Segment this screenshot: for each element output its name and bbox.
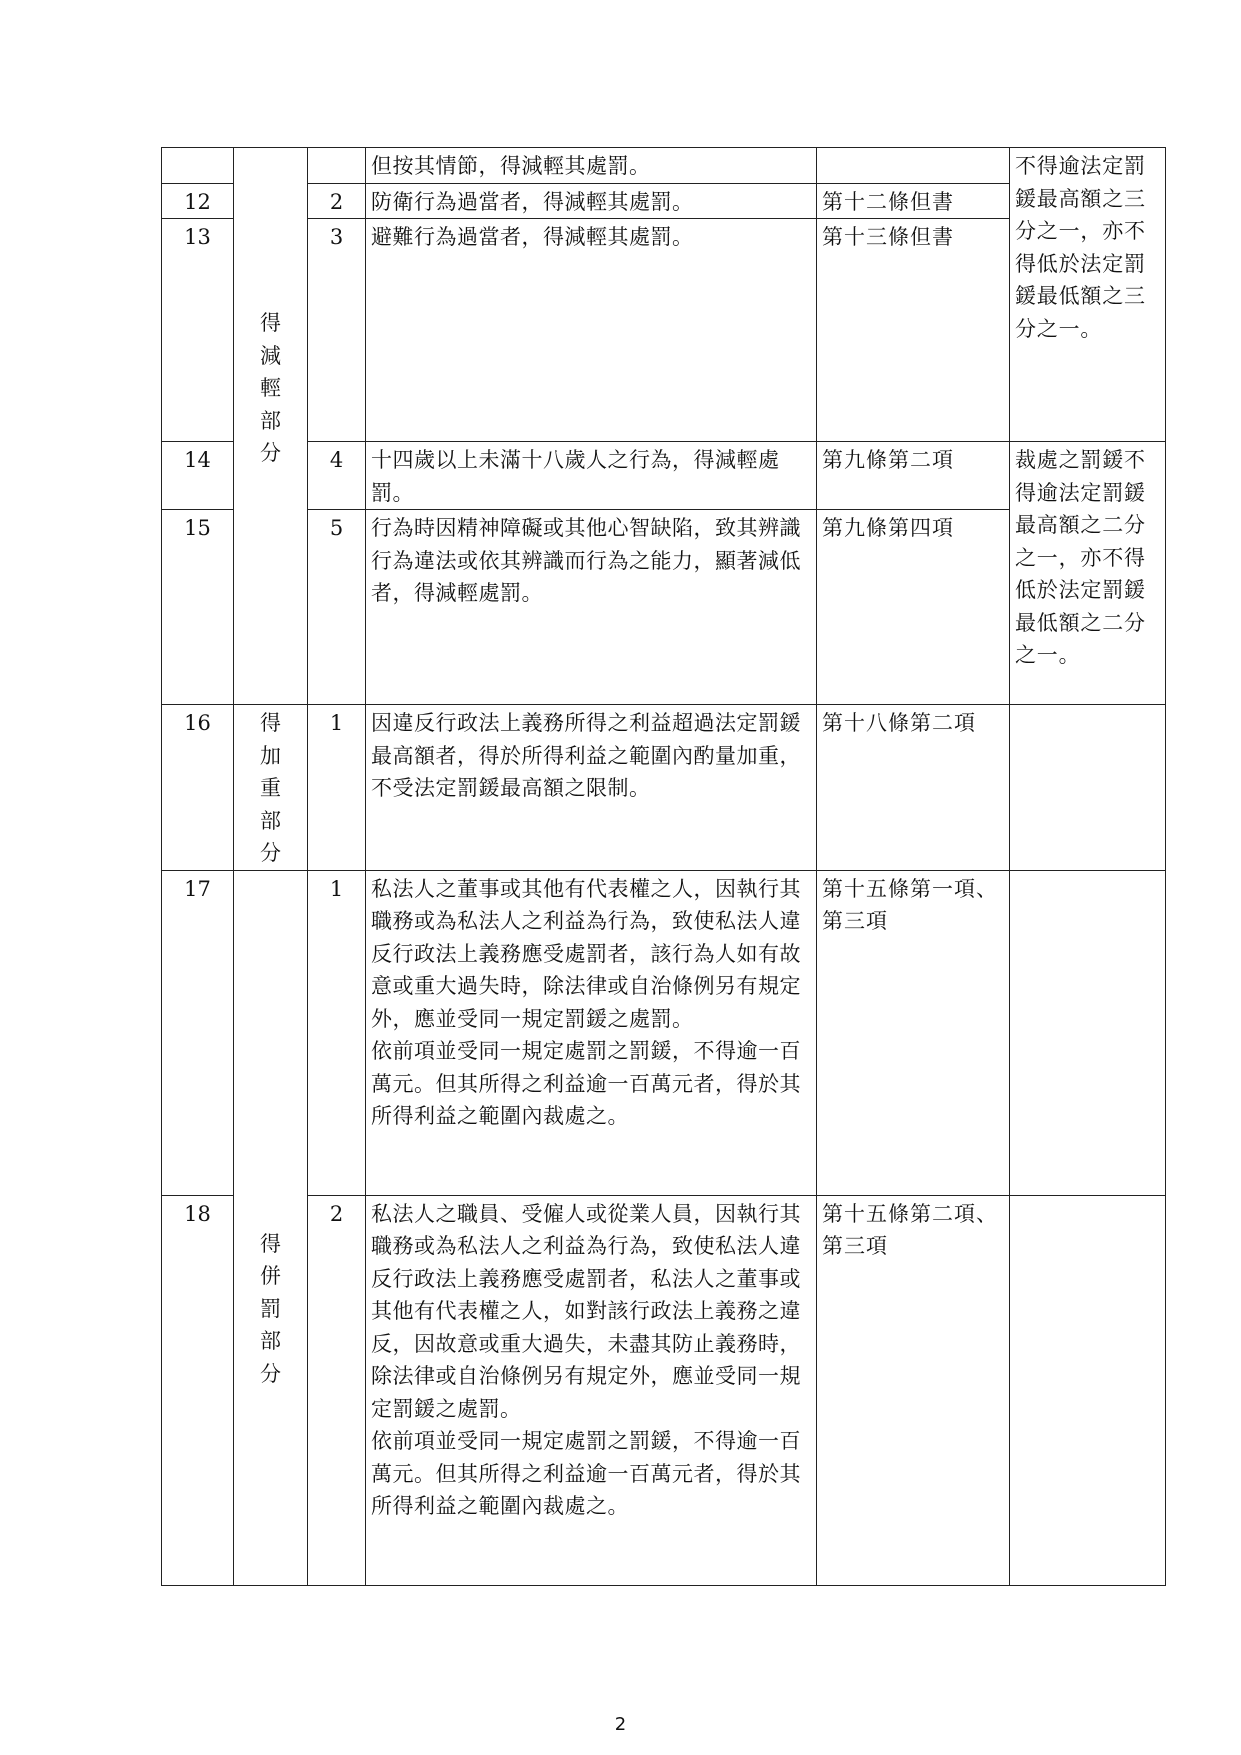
provision-text-cell: 防衛行為過當者，得減輕其處罰。: [366, 183, 817, 219]
sub-number-cell: 2: [308, 183, 366, 219]
row-number-cell: 12: [162, 183, 234, 219]
row-number-cell: 16: [162, 705, 234, 871]
row-number-cell: 13: [162, 219, 234, 442]
sub-number-cell: 1: [308, 870, 366, 1195]
note-cell-empty: [1010, 705, 1166, 871]
row-number-cell: 15: [162, 510, 234, 705]
provision-text-cell: [366, 1195, 817, 1585]
sub-number-cell: 1: [308, 705, 366, 871]
penalty-rules-table: [161, 147, 1166, 1586]
page-number: 2: [614, 1714, 627, 1735]
provision-paragraph: 依前項並受同一規定處罰之罰鍰，不得逾一百萬元。但其所得之利益逾一百萬元者，得於其所得利益之範圍內裁處之。: [371, 1429, 801, 1518]
provision-text-cell: 行為時因精神障礙或其他心智缺陷，致其辨識行為違法或依其辨識而行為之能力，顯著減低者，得減輕處罰。: [366, 510, 817, 705]
provision-text-cell: [366, 870, 817, 1195]
article-cell: [817, 148, 1010, 184]
category-label: 得減輕部分: [259, 311, 281, 465]
note-cell-one-half: 裁處之罰鍰不得逾法定罰鍰最高額之二分之一，亦不得低於法定罰鍰最低額之二分之一。: [1010, 442, 1166, 705]
sub-number-cell: 2: [308, 1195, 366, 1585]
provision-text-cell: 但按其情節，得減輕其處罰。: [366, 148, 817, 184]
category-cell-reduce: [234, 148, 308, 705]
category-cell-joint: [234, 870, 308, 1585]
note-cell-empty: [1010, 1195, 1166, 1585]
table-row: [162, 870, 1166, 1195]
article-cell: 第十二條但書: [817, 183, 1010, 219]
sub-number-cell: [308, 148, 366, 184]
row-number-cell: 14: [162, 442, 234, 510]
note-cell-one-third: 不得逾法定罰鍰最高額之三分之一，亦不得低於法定罰鍰最低額之三分之一。: [1010, 148, 1166, 442]
sub-number-cell: 5: [308, 510, 366, 705]
provision-paragraph: 依前項並受同一規定處罰之罰鍰，不得逾一百萬元。但其所得之利益逾一百萬元者，得於其所得利益之範圍內裁處之。: [371, 1039, 801, 1128]
category-cell-aggravate: [234, 705, 308, 871]
provision-text-cell: 因違反行政法上義務所得之利益超過法定罰鍰最高額者，得於所得利益之範圍內酌量加重，不受法定罰鍰最高額之限制。: [366, 705, 817, 871]
category-label: 得加重部分: [259, 711, 281, 865]
article-cell: 第十五條第二項、第三項: [817, 1195, 1010, 1585]
article-cell: 第十三條但書: [817, 219, 1010, 442]
category-label: 得併罰部分: [259, 1231, 281, 1386]
provision-paragraph: 私法人之職員、受僱人或從業人員，因執行其職務或為私法人之利益為行為，致使私法人違反行政法上義務應受處罰者，私法人之董事或其他有代表權之人，如對該行政法上義務之違反，因故意或重大過失，未盡其防止義務時，除法律或自治條例另有規定外，應並受同一規定罰鍰之處罰。: [371, 1201, 801, 1421]
sub-number-cell: 3: [308, 219, 366, 442]
article-cell: 第九條第二項: [817, 442, 1010, 510]
table-row: [162, 442, 1166, 510]
article-cell: 第十八條第二項: [817, 705, 1010, 871]
provision-text-cell: 避難行為過當者，得減輕其處罰。: [366, 219, 817, 442]
sub-number-cell: 4: [308, 442, 366, 510]
table-row: [162, 705, 1166, 871]
provision-paragraph: 私法人之董事或其他有代表權之人，因執行其職務或為私法人之利益為行為，致使私法人違反行政法上義務應受處罰者，該行為人如有故意或重大過失時，除法律或自治條例另有規定外，應並受同一規定罰鍰之處罰。: [371, 876, 801, 1031]
provision-text-cell: 十四歲以上未滿十八歲人之行為，得減輕處罰。: [366, 442, 817, 510]
table-row: [162, 148, 1166, 184]
row-number-cell: 17: [162, 870, 234, 1195]
note-cell-empty: [1010, 870, 1166, 1195]
row-number-cell: 18: [162, 1195, 234, 1585]
article-cell: 第九條第四項: [817, 510, 1010, 705]
row-number-cell: [162, 148, 234, 184]
table-row: [162, 1195, 1166, 1585]
article-cell: 第十五條第一項、第三項: [817, 870, 1010, 1195]
